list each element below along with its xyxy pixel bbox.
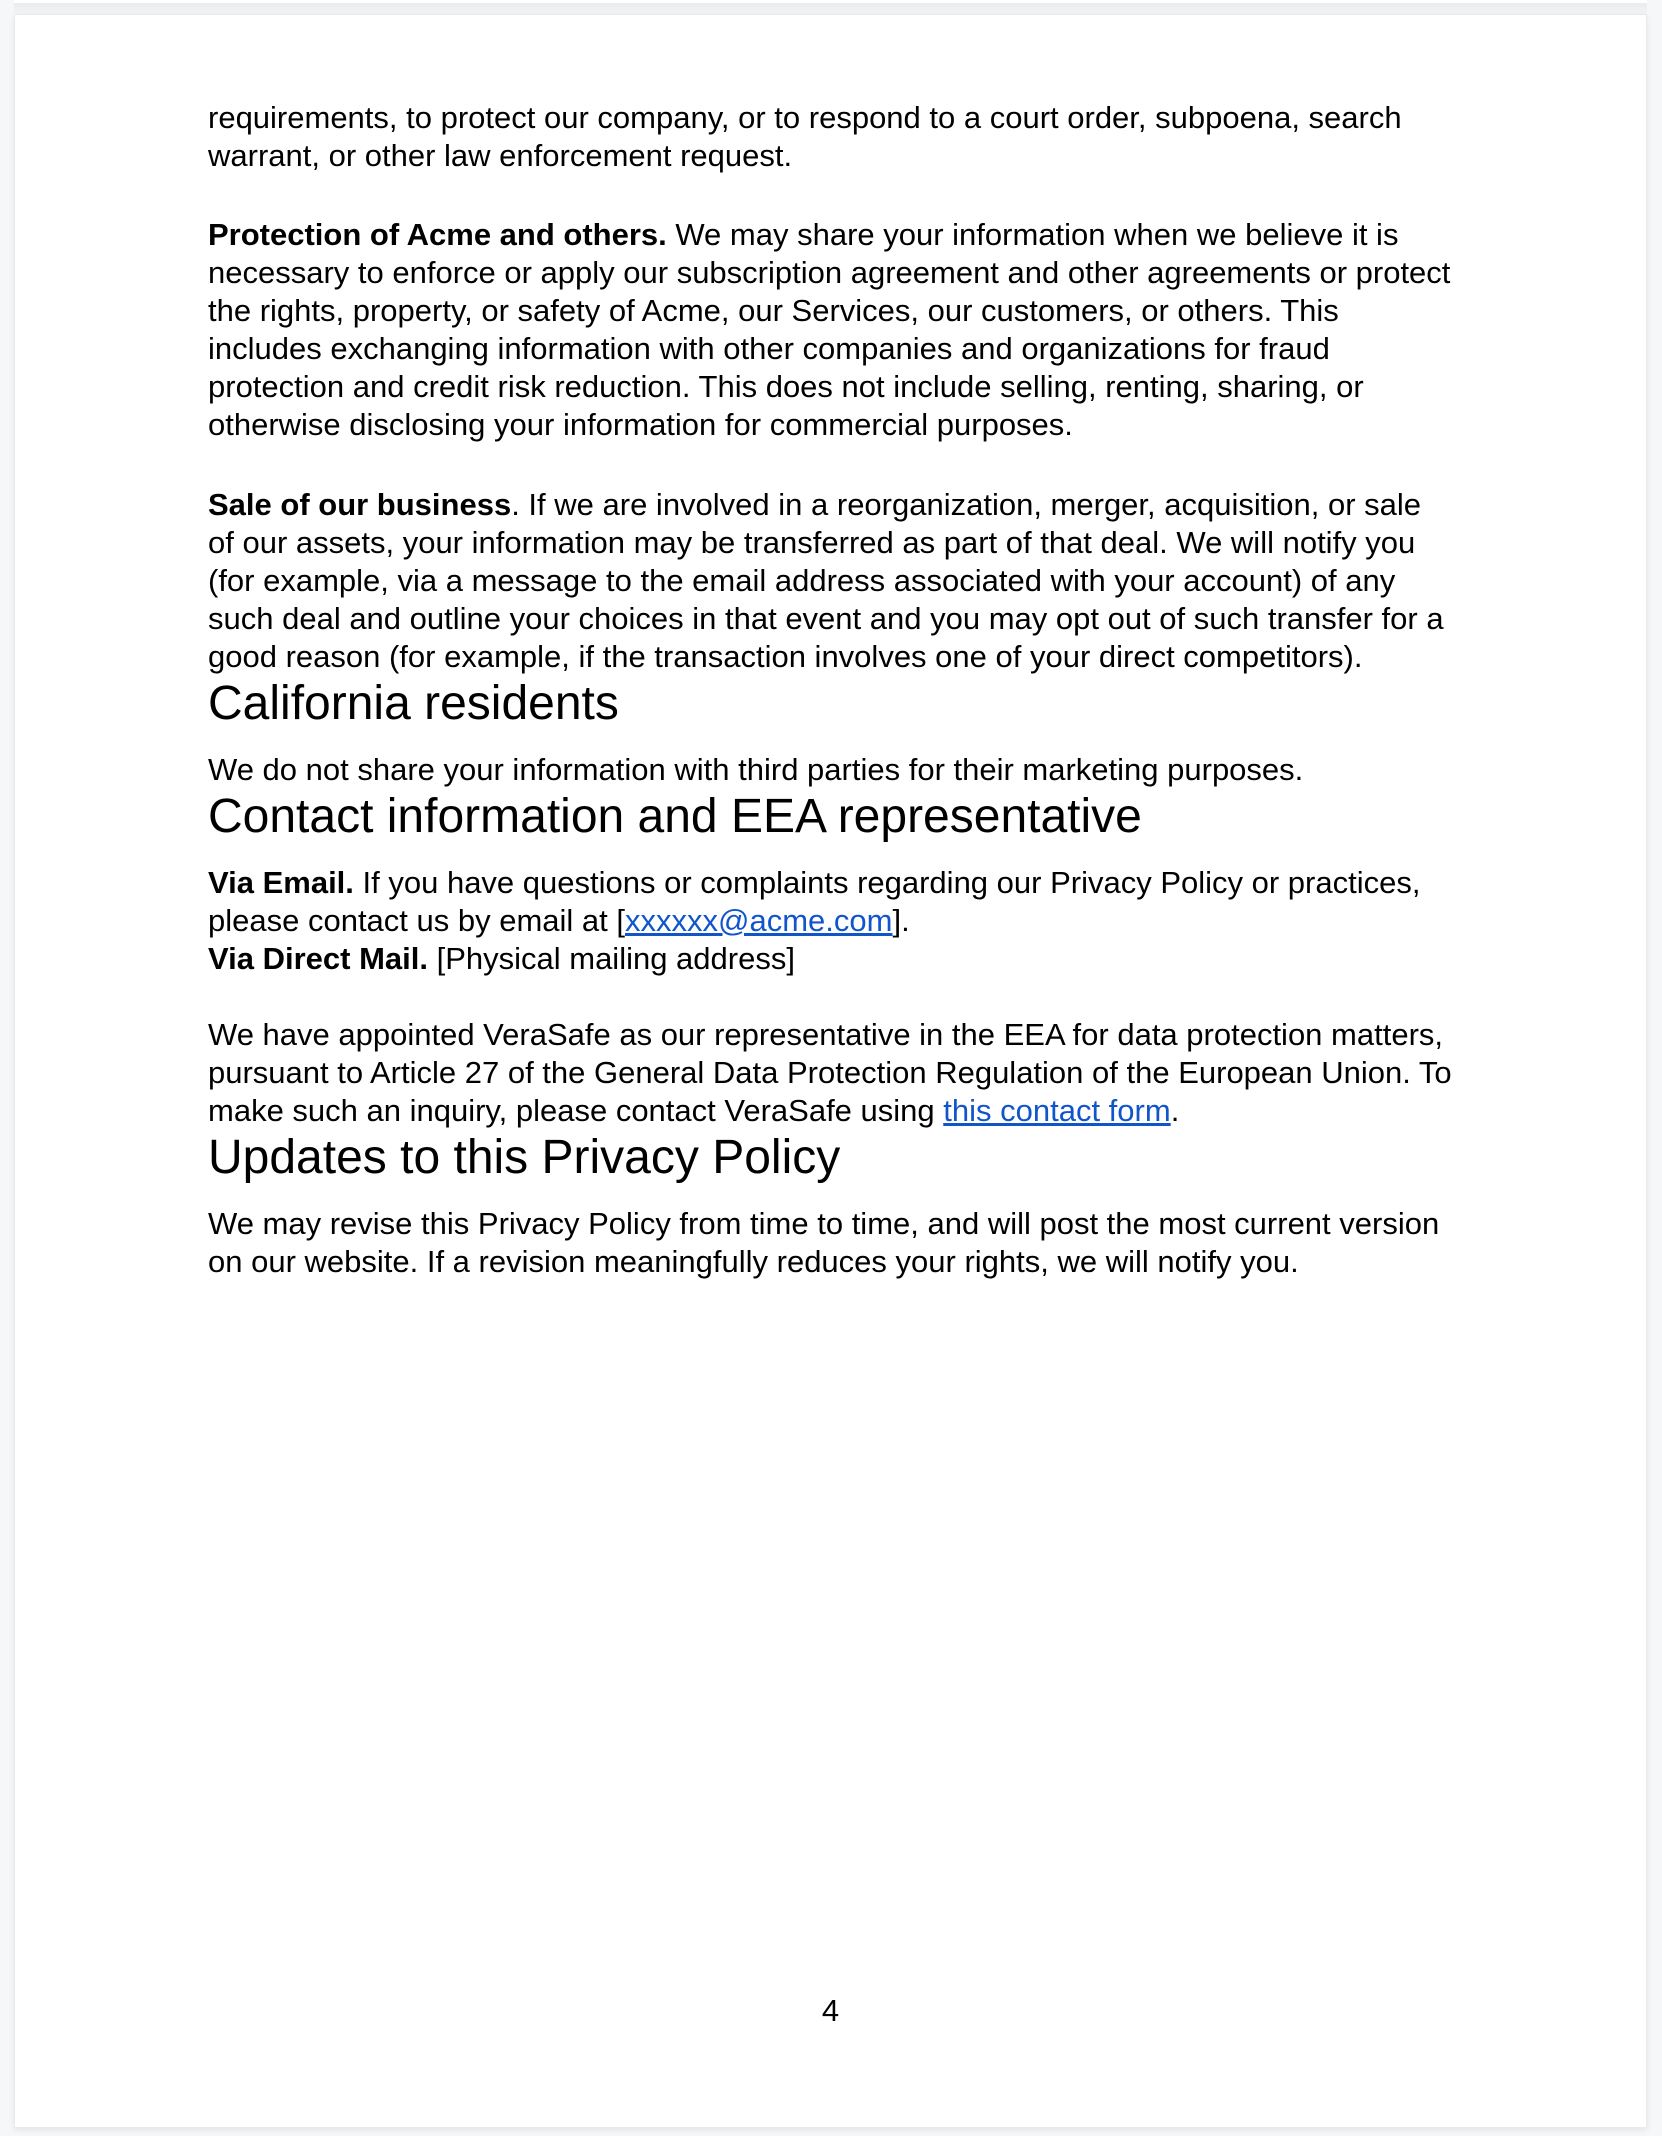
paragraph-via-direct-mail bbox=[208, 940, 1453, 978]
page-number: 4 bbox=[821, 1993, 840, 2028]
heading-contact-information-eea: Contact information and EEA representative bbox=[208, 790, 1142, 843]
paragraph-law-enforcement-request: requirements, to protect our company, or to respond to a court order, subpoena, search warrant, or other law enforcement request. bbox=[208, 100, 1402, 173]
paragraph-text: We may share your information when we believe it is necessary to enforce or apply our subscription agreement and other agreements or protect the rights, property, or safety of Acme, our Services, our customers, or others. This includes exchanging information with other companies and organizations for fraud protection and credit risk reduction. This does not include selling, renting, sharing, or otherwise disclosing your information for commercial purposes. bbox=[208, 217, 1451, 442]
paragraph-text: If you have questions or complaints regarding our Privacy Policy or practices, please contact us by email at [ bbox=[208, 865, 1421, 938]
paragraph-california-residents: We do not share your information with third parties for their marketing purposes. bbox=[208, 752, 1304, 787]
contact-form-link[interactable]: this contact form bbox=[943, 1093, 1171, 1128]
paragraph-lead-bold: Via Direct Mail. bbox=[208, 941, 428, 976]
paragraph-lead-bold: Sale of our business bbox=[208, 487, 512, 522]
paragraph-text: . If we are involved in a reorganization, merger, acquisition, or sale of our assets, your information may be transferred as part of that deal. We will notify you (for example, via a message to the email address associated with your account) of any such deal and outline your choices in that event and you may opt out of such transfer for a good reason (for example, if the transaction involves one of your direct competitors). bbox=[208, 487, 1444, 674]
page-gap bbox=[14, 3, 1647, 14]
document-page bbox=[14, 14, 1647, 2128]
paragraph-text: [Physical mailing address] bbox=[427, 941, 795, 976]
paragraph-verasafe-eea bbox=[208, 1016, 1453, 1130]
paragraph-sale-of-business bbox=[208, 486, 1453, 676]
paragraph-via-email bbox=[208, 864, 1453, 940]
paragraph-text: . bbox=[1170, 1093, 1180, 1128]
paragraph-text: ]. bbox=[892, 903, 910, 938]
paragraph-lead-bold: Via Email. bbox=[208, 865, 354, 900]
paragraph-protection-of-acme bbox=[208, 216, 1453, 444]
heading-updates-privacy-policy: Updates to this Privacy Policy bbox=[208, 1131, 841, 1184]
paragraph-text: We have appointed VeraSafe as our representative in the EEA for data protection matters, pursuant to Article 27 of the General Data Protection Regulation of the European Union. To make such an inquiry, please contact VeraSafe using bbox=[208, 1017, 1452, 1128]
paragraph-lead-bold: Protection of Acme and others. bbox=[208, 217, 667, 252]
paragraph-updates-privacy-policy: We may revise this Privacy Policy from time to time, and will post the most current version on our website. If a revision meaningfully reduces your rights, we will notify you. bbox=[208, 1206, 1440, 1279]
email-link[interactable]: xxxxxx@acme.com bbox=[625, 903, 893, 938]
heading-california-residents: California residents bbox=[208, 677, 619, 730]
